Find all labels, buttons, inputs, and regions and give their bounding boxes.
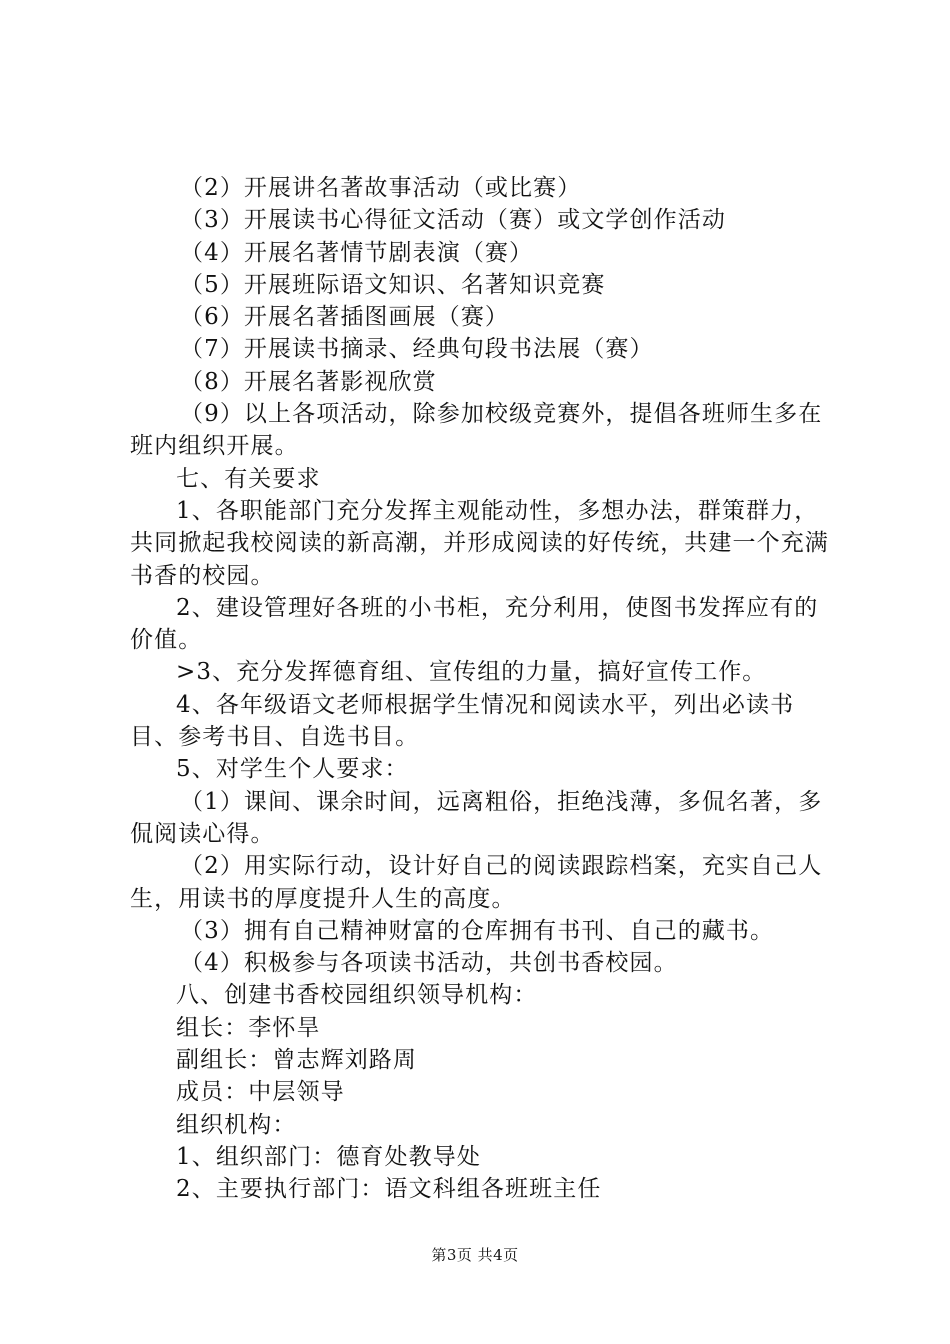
requirement-2: 2、建设管理好各班的小书柜，充分利用，使图书发挥应有的价值。 [130,594,819,654]
student-requirement-1: （1）课间、课余时间，远离粗俗，拒绝浅薄，多侃名著，多侃阅读心得。 [130,788,823,847]
requirement-4: 4、各年级语文老师根据学生情况和阅读水平，列出必读书目、参考书目、自选书目。 [130,691,795,751]
activity-item: （3）开展读书心得征文活动（赛）或文学创作活动 [180,207,726,234]
page-footer [0,1244,950,1265]
activity-item: （2）开展讲名著故事活动（或比赛） [180,175,582,201]
deputy-leader-line: 副组长：曾志辉刘路周 [176,1047,417,1074]
page-number: 第3页 共4页 [431,1246,519,1264]
section-7-heading: 七、有关要求 [176,465,321,492]
section-8-heading: 八、创建书香校园组织领导机构： [176,982,538,1009]
document-body [130,172,842,1206]
activity-item-9: （9）以上各项活动，除参加校级竞赛外，提倡各班师生多在班内组织开展。 [130,401,823,460]
student-requirement-3: （3）拥有自己精神财富的仓库拥有书刊、自己的藏书。 [180,917,775,944]
members-line: 成员：中层领导 [176,1079,345,1106]
org-item-2: 2、主要执行部门：语文科组各班班主任 [176,1176,602,1203]
org-heading: 组织机构： [176,1111,297,1138]
activity-item: （6）开展名著插图画展（赛） [180,304,510,331]
activity-item: （8）开展名著影视欣赏 [180,368,437,395]
student-requirement-4: （4）积极参与各项读书活动，共创书香校园。 [180,950,678,977]
org-item-1: 1、组织部门：德育处教导处 [176,1143,481,1170]
student-requirement-2: （2）用实际行动，设计好自己的阅读跟踪档案，充实自己人生，用读书的厚度提升人生的高度。 [130,853,823,912]
requirement-3: >3、充分发挥德育组、宣传组的力量，搞好宣传工作。 [176,659,767,686]
activity-item: （5）开展班际语文知识、名著知识竞赛 [180,271,606,298]
leader-line: 组长：李怀旱 [176,1014,321,1041]
requirement-1: 1、各职能部门充分发挥主观能动性，多想办法，群策群力，共同掀起我校阅读的新高潮，并形成阅读的好传统，共建一个充满书香的校园。 [130,497,829,589]
requirement-5: 5、对学生个人要求： [176,756,409,783]
activity-item: （7）开展读书摘录、经典句段书法展（赛） [180,336,654,363]
activity-item: （4）开展名著情节剧表演（赛） [180,239,534,266]
